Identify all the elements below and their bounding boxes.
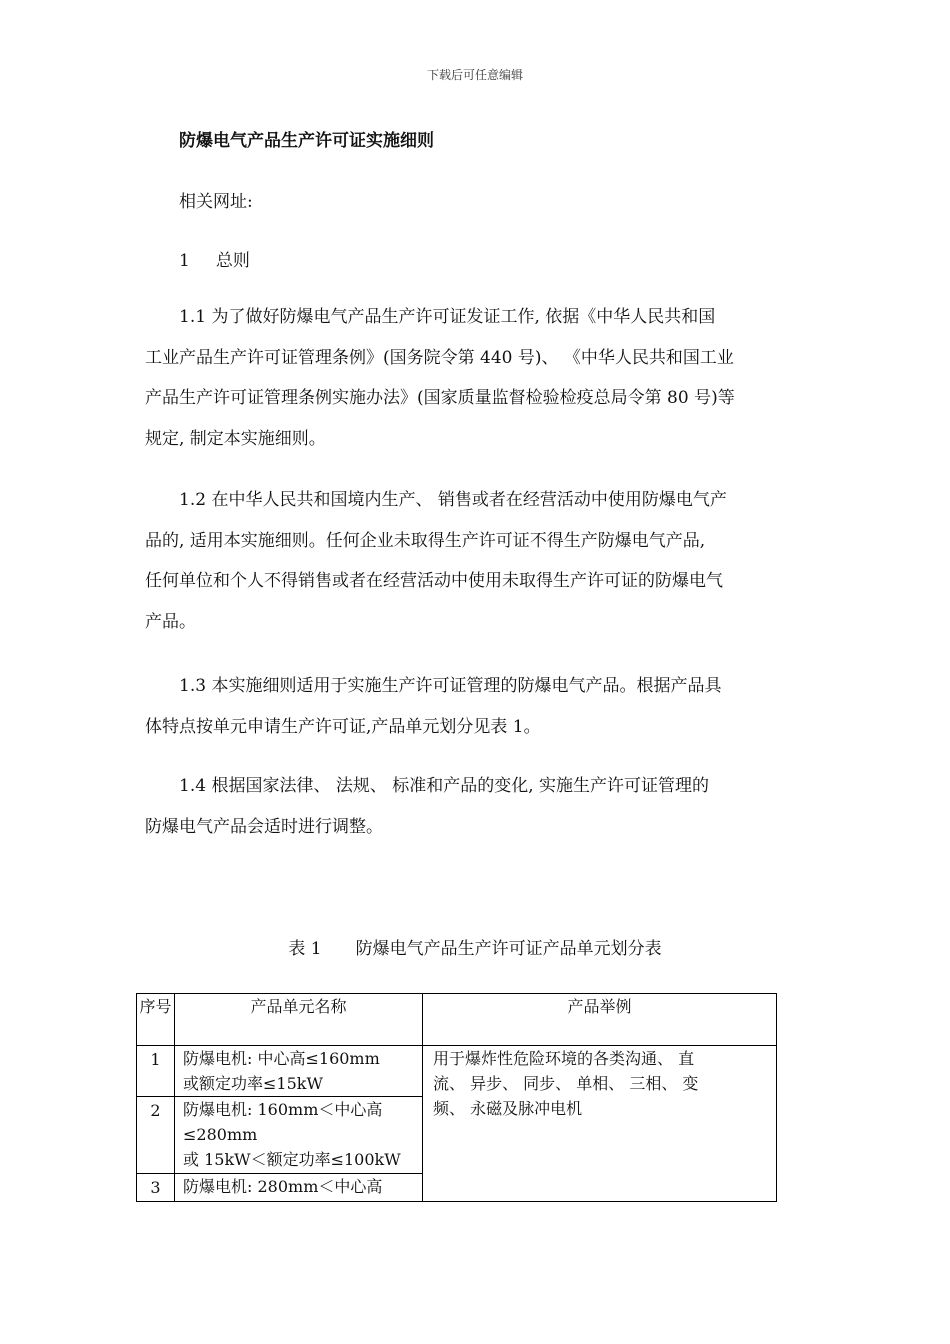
section-heading (179, 246, 250, 271)
table-header-row (137, 994, 777, 1046)
table-row: 1 防爆电机: 中心高≤160mm 或额定功率≤15kW 用于爆炸性危险环境的各类沟通、 直 流、 异步、 同步、 单相、 三相、 变 频、 永磁及脉冲电机 (137, 1046, 777, 1097)
paragraph-1-1: 1.1 为了做好防爆电气产品生产许可证发证工作, 依据《中华人民共和国 工业产品生产许可证管理条例》(国务院令第 440 号)、 《中华人民共和国工业 产品生产许可证管理条例实施办法》(国家质量监督检验检疫总局令第 80 号)等 规定, 制定本实施细则。 (145, 307, 735, 449)
paragraph-1-4: 1.4 根据国家法律、 法规、 标准和产品的变化, 实施生产许可证管理的 防爆电气产品会适时进行调整。 (145, 776, 710, 837)
header-unit-name: 产品单元名称 (175, 994, 423, 1046)
section-name: 总则 (215, 251, 250, 271)
page-header: 下载后可任意编辑 (426, 68, 523, 82)
table-caption: 表 1 防爆电气产品生产许可证产品单元划分表 (288, 939, 662, 959)
header-serial: 序号 (137, 994, 175, 1046)
table-row: 2 防爆电机: 160mm＜中心高 ≤280mm 或 15kW＜额定功率≤100kW (137, 1097, 777, 1174)
related-links-label: 相关网址: (179, 192, 253, 212)
product-unit-table (136, 993, 777, 1202)
document-title: 防爆电气产品生产许可证实施细则 (179, 131, 434, 151)
product-example-cell: 用于爆炸性危险环境的各类沟通、 直 流、 异步、 同步、 单相、 三相、 变 频、 永磁及脉冲电机 (423, 1046, 777, 1202)
section-number: 1 (179, 251, 190, 271)
table-row: 3 防爆电机: 280mm＜中心高 (137, 1174, 777, 1202)
header-example: 产品举例 (423, 994, 777, 1046)
paragraph-1-3: 1.3 本实施细则适用于实施生产许可证管理的防爆电气产品。根据产品具 体特点按单元申请生产许可证,产品单元划分见表 1。 (145, 676, 722, 737)
paragraph-1-2: 1.2 在中华人民共和国境内生产、 销售或者在经营活动中使用防爆电气产 品的, 适用本实施细则。任何企业未取得生产许可证不得生产防爆电气产品, 任何单位和个人不得销售或者在经营活动中使用未取得生产许可证的防爆电气 产品。 (145, 490, 727, 632)
